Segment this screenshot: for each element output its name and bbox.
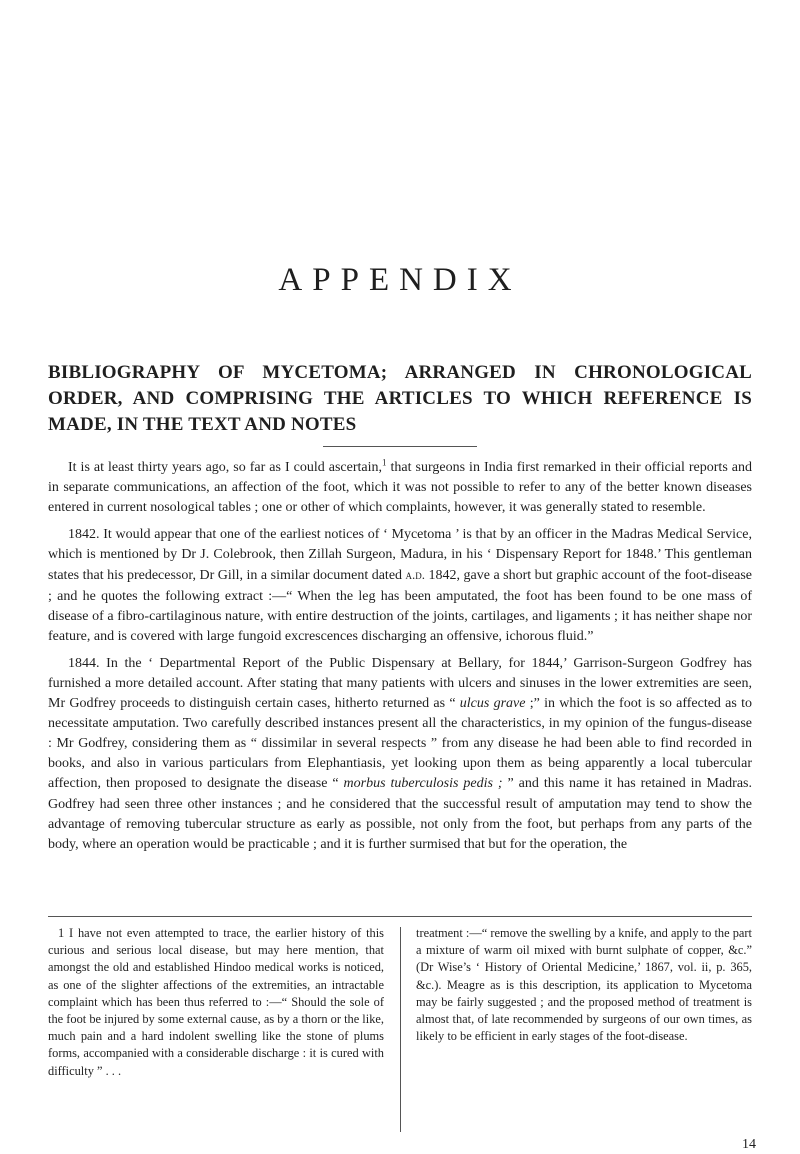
paragraph-1842 (48, 525, 752, 647)
appendix-heading: APPENDIX (278, 262, 522, 298)
footnote-right-column: treatment :—“ remove the swelling by a knife, and apply to the part a mixture of warm oil mixed with burnt sulphate of copper, &c.” (Dr Wise’s ‘ History of Oriental Medicine,’ 1867, vol. ii, p. 365, &c.). Meagre as is this description, its application to Mycetoma may be fairly suggested ; and the proposed method of treatment is almost that, of late recommended by surgeons of our own times, as likely to be efficient in early stages of the foot-disease. (416, 926, 752, 1044)
term-ulcus-grave: ulcus grave (459, 696, 526, 712)
paragraph-1844-text-b: ;” in which the foot is so affected as to necessitate amputation. Two carefully described instances present all the characteristics, in my opinion of the fungus-disease : Mr Godfrey, considering them as “ dissimilar in several respects ” from any disease he had been able to find recorded in books, and also in various particulars from Elephantiasis, yet looking upon them as being apparently a local tubercular affection, then proposed to designate the disease “ (48, 696, 752, 792)
paragraph-intro-text-a: It is at least thirty years ago, so far as I could ascertain, (68, 460, 383, 475)
footnote-divider (48, 916, 752, 917)
anno-domini: a.d. (405, 567, 426, 583)
bibliography-subtitle: BIBLIOGRAPHY OF MYCETOMA; ARRANGED IN CHRONOLOGICAL ORDER, AND COMPRISING THE ARTICLES TO WHICH REFERENCE IS MADE, IN THE TEXT AND NOTES (48, 362, 752, 435)
paragraph-intro-text-b: that surgeons in India first remarked in their official reports and in separate communications, an affection of the foot, which it was not possible to refer to any of the better known diseases entered in current nosological tables ; one or other of which complaints, however, it was generally stated to resemble. (48, 460, 752, 516)
page-number: 14 (742, 1137, 756, 1152)
column-divider (400, 927, 401, 1132)
short-divider (323, 446, 477, 447)
main-text (48, 458, 752, 862)
paragraph-1842-text-b: 1842, gave a short but graphic account of the foot-disease ; and he quotes the following extract :—“ When the leg has been amputated, the foot has been found to be one mass of disease of a fibro-cartilaginous nature, with entire destruction of the joints, cartilages, and ligaments ; it has neither shape nor feature, and is covered with large fungoid excrescences discharging an offensive, ichorous fluid.” (48, 568, 752, 644)
paragraph-1844 (48, 654, 752, 855)
paragraph-1844-text-a: 1844. In the ‘ Departmental Report of the Public Dispensary at Bellary, for 1844,’ Garrison-Surgeon Godfrey has furnished a more detailed account. After stating that many patients with ulcers and sinuses in the lower extremities are seen, Mr Godfrey proceeds to distinguish certain cases, hitherto returned as “ (48, 655, 752, 712)
footnotes (48, 925, 752, 1132)
term-morbus-tuberculosis: morbus tuberculosis pedis ; (343, 776, 503, 792)
footnote-marker: 1 (382, 457, 387, 468)
paragraph-intro (48, 458, 752, 518)
footnote-left-column: 1 I have not even attempted to trace, the earlier history of this curious and serious local disease, but may here mention, that amongst the old and established Hindoo medical works is noticed, as one of the slighter affections of the extremities, an intractable complaint which has been thus referred to :—“ Should the sole of the foot be injured by some external cause, as by a thorn or the like, much pain and a hard indolent swelling like the stone of plums forms, accompanied with a considerable discharge : it is cured with difficulty ” . . . (48, 926, 384, 1078)
paragraph-1844-text-c: ” and this name it has retained in Madras. Godfrey had seen three other instances ; and he considered that the successful result of amputation may tend to show the advantage of removing tubercular structure as early as possible, not only from the foot, but perhaps from any parts of the body, where an operation would be practicable ; and it is further surmised that but for the operation, the (48, 776, 752, 852)
paragraph-1842-text-a: 1842. It would appear that one of the earliest notices of ‘ Mycetoma ’ is that by an officer in the Madras Medical Service, which is mentioned by Dr J. Colebrook, then Zillah Surgeon, Madura, in his ‘ Dispensary Report for 1848.’ This gentleman states that his predecessor, Dr Gill, in a similar document dated (48, 527, 752, 584)
